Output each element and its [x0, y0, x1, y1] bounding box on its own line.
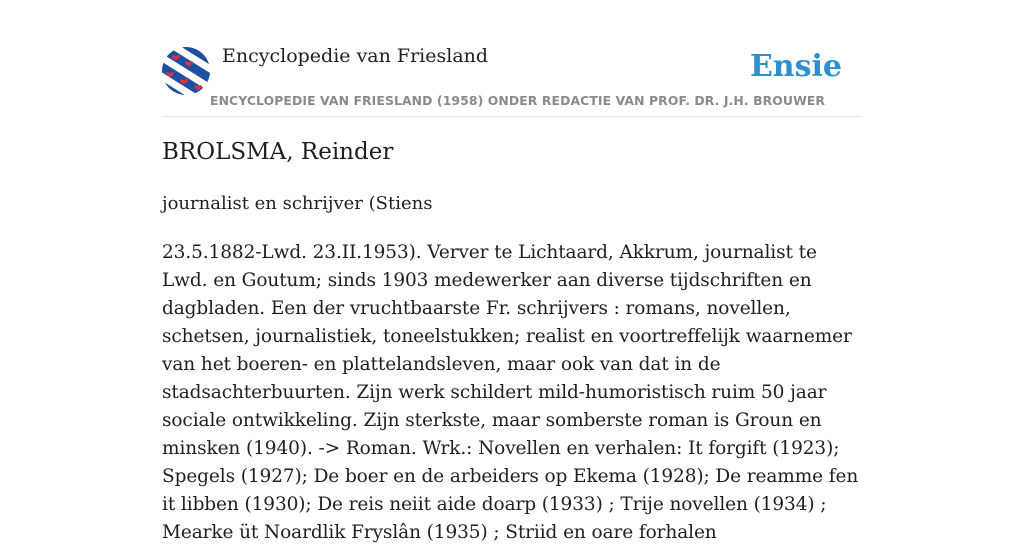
entry-lead: journalist en schrijver (Stiens — [162, 193, 433, 214]
site-subtitle: ENCYCLOPEDIE VAN FRIESLAND (1958) ONDER REDACTIE VAN PROF. DR. J.H. BROUWER — [210, 93, 826, 108]
site-title[interactable]: Encyclopedie van Friesland — [222, 45, 489, 67]
entry-body: 23.5.1882-Lwd. 23.II.1953). Verver te Lichtaard, Akkrum, journalist te Lwd. en Goutum; sinds 1903 medewerker aan diverse tijdschriften en dagbladen. Een der vruchtbaarste Fr. schrijvers : romans, novellen, schetsen, journalistiek, toneelstukken; realist en voortreffelijk waarnemer van het boeren- en plattelandsleven, maar ook van dat in de stadsachterbuurten. Zijn werk schildert mild-humoristisch ruim 50 jaar sociale ontwikkeling. Zijn sterkste, maar somberste roman is Groun en minsken (1940). -> Roman. Wrk.: Novellen en verhalen: It forgift (1923); Spegels (1927); De boer en de arbeiders op Ekema (1928); De reamme fen it libben (1930); De reis neiit aide doarp (1933) ; Trije novellen (1934) ; Mearke üt Noardlik Fryslân (1935) ; Striid en oare forhalen — [162, 242, 859, 543]
frisian-flag-icon[interactable] — [162, 47, 210, 95]
entry-title: BROLSMA, Reinder — [162, 139, 394, 165]
ensie-logo[interactable]: Ensie — [749, 49, 842, 84]
site-header — [162, 44, 862, 117]
